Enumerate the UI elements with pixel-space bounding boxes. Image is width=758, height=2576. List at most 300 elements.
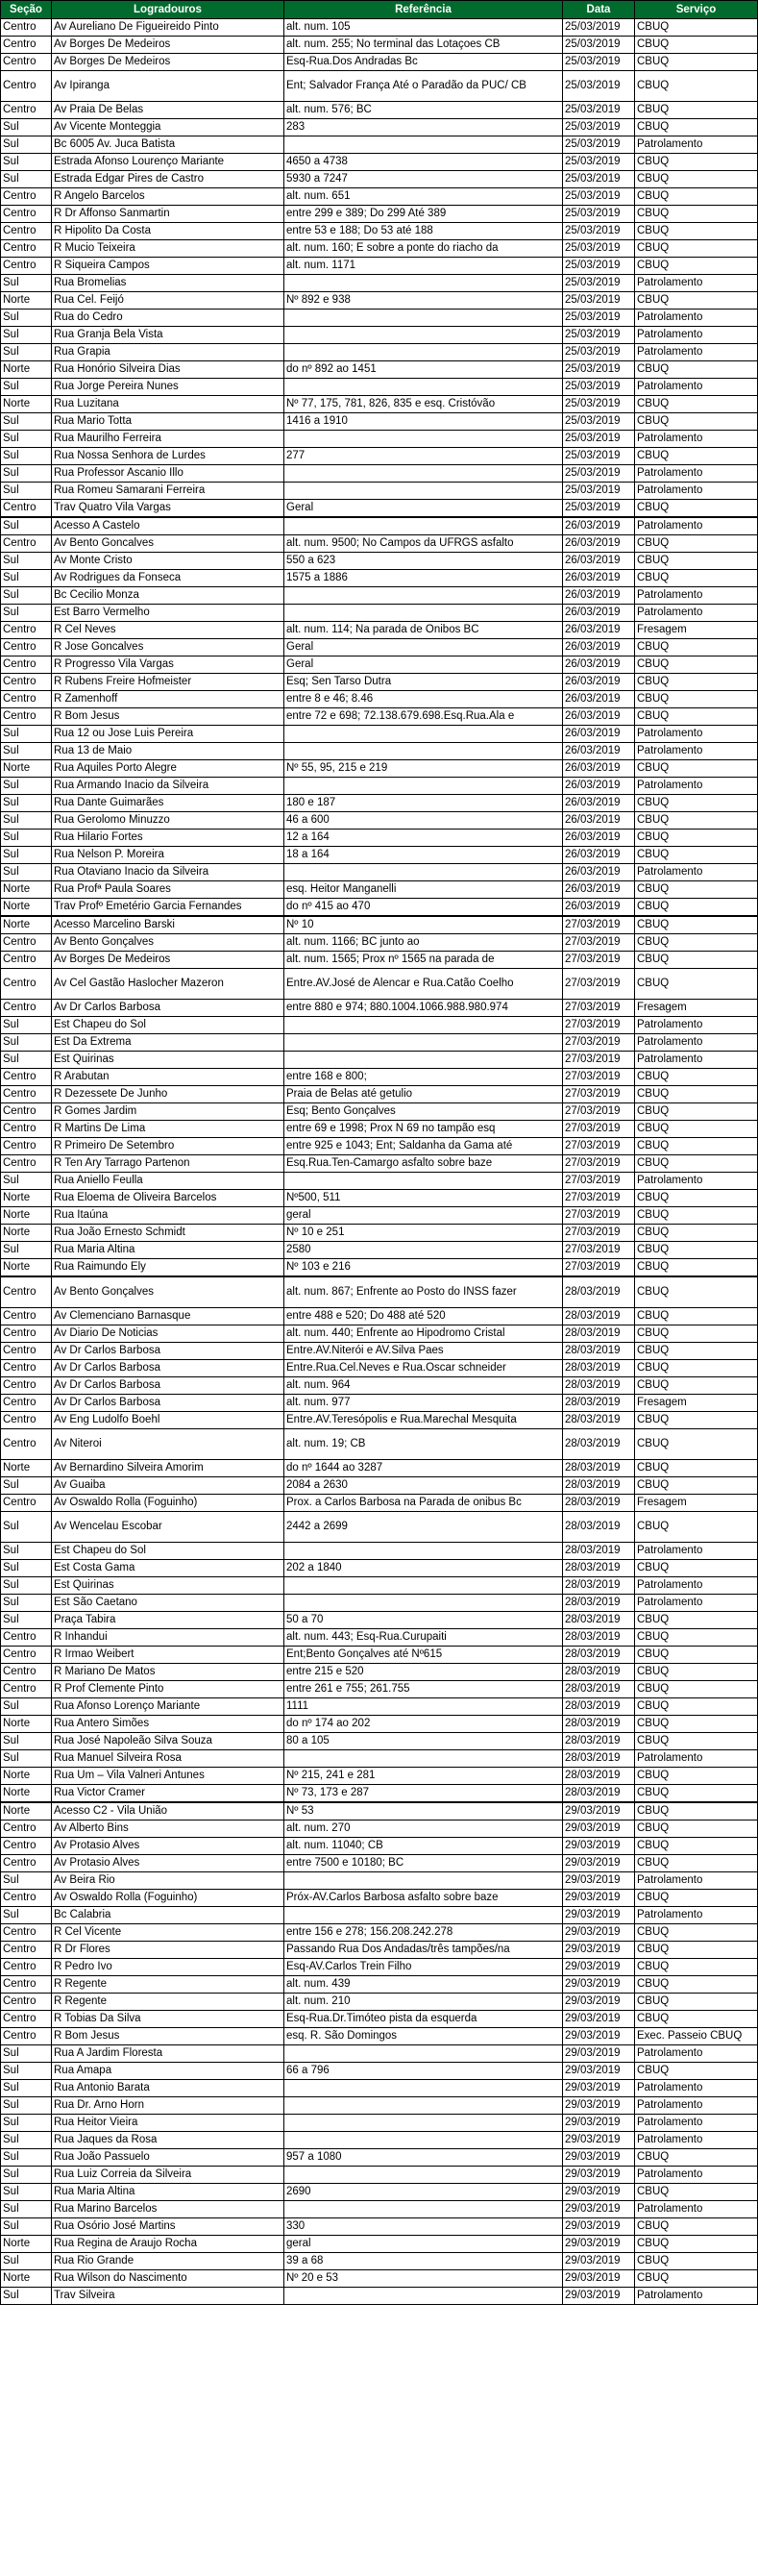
cell-servico: Patrolamento <box>635 605 758 622</box>
cell-servico: CBUQ <box>635 2253 758 2270</box>
cell-servico: Patrolamento <box>635 517 758 535</box>
cell-servico: Patrolamento <box>635 1750 758 1768</box>
table-row <box>1 1395 758 1412</box>
cell-referencia: Geral <box>284 656 563 674</box>
cell-data: 29/03/2019 <box>563 2097 635 2115</box>
table-row <box>1 969 758 1000</box>
cell-data: 29/03/2019 <box>563 1838 635 1855</box>
cell-secao: Norte <box>1 1768 52 1785</box>
cell-referencia: entre 8 e 46; 8.46 <box>284 691 563 708</box>
table-row <box>1 275 758 292</box>
cell-servico: Patrolamento <box>635 2167 758 2184</box>
cell-logradouro: Rua Antonio Barata <box>52 2080 284 2097</box>
cell-referencia: 46 a 600 <box>284 812 563 830</box>
table-row <box>1 1276 758 1308</box>
cell-secao: Centro <box>1 952 52 969</box>
cell-referencia <box>284 587 563 605</box>
cell-referencia: Nº 55, 95, 215 e 219 <box>284 760 563 778</box>
table-row <box>1 171 758 188</box>
cell-logradouro: Rua Maria Altina <box>52 1242 284 1259</box>
cell-logradouro: R Bom Jesus <box>52 2028 284 2045</box>
table-row <box>1 778 758 795</box>
cell-servico: CBUQ <box>635 1103 758 1121</box>
cell-servico: CBUQ <box>635 154 758 171</box>
cell-referencia: entre 261 e 755; 261.755 <box>284 1681 563 1698</box>
table-row <box>1 2167 758 2184</box>
cell-logradouro: Av Diario De Noticias <box>52 1325 284 1343</box>
cell-servico: CBUQ <box>635 102 758 119</box>
cell-logradouro: Est Da Extrema <box>52 1034 284 1052</box>
cell-secao: Sul <box>1 1560 52 1577</box>
cell-data: 29/03/2019 <box>563 2253 635 2270</box>
cell-data: 25/03/2019 <box>563 292 635 310</box>
cell-servico: CBUQ <box>635 1890 758 1907</box>
table-row <box>1 674 758 691</box>
cell-referencia <box>284 1577 563 1595</box>
cell-secao: Centro <box>1 1855 52 1872</box>
cell-data: 25/03/2019 <box>563 275 635 292</box>
cell-logradouro: Rua Manuel Silveira Rosa <box>52 1750 284 1768</box>
table-row <box>1 760 758 778</box>
cell-servico: CBUQ <box>635 1976 758 1994</box>
cell-servico: CBUQ <box>635 1733 758 1750</box>
table-row <box>1 1716 758 1733</box>
cell-data: 27/03/2019 <box>563 1069 635 1086</box>
cell-secao: Norte <box>1 881 52 899</box>
cell-data: 28/03/2019 <box>563 1577 635 1595</box>
table-row <box>1 1034 758 1052</box>
cell-servico: Fresagem <box>635 1495 758 1512</box>
cell-logradouro: R Irmao Weibert <box>52 1647 284 1664</box>
cell-servico: CBUQ <box>635 19 758 37</box>
cell-referencia: Praia de Belas até getulio <box>284 1086 563 1103</box>
cell-servico: Patrolamento <box>635 1052 758 1069</box>
cell-logradouro: Rua Otaviano Inacio da Silveira <box>52 864 284 881</box>
cell-data: 28/03/2019 <box>563 1495 635 1512</box>
cell-data: 29/03/2019 <box>563 2270 635 2288</box>
cell-referencia: alt. num. 19; CB <box>284 1429 563 1460</box>
cell-referencia: do nº 174 ao 202 <box>284 1716 563 1733</box>
cell-secao: Sul <box>1 344 52 361</box>
table-row <box>1 847 758 864</box>
cell-secao: Centro <box>1 1121 52 1138</box>
cell-data: 26/03/2019 <box>563 656 635 674</box>
cell-servico: Patrolamento <box>635 743 758 760</box>
table-row <box>1 656 758 674</box>
cell-servico: CBUQ <box>635 1785 758 1803</box>
cell-servico: CBUQ <box>635 1477 758 1495</box>
cell-data: 28/03/2019 <box>563 1477 635 1495</box>
cell-servico: CBUQ <box>635 1325 758 1343</box>
cell-servico: CBUQ <box>635 1612 758 1629</box>
cell-logradouro: Rua Heitor Vieira <box>52 2115 284 2132</box>
cell-servico: Patrolamento <box>635 2080 758 2097</box>
cell-servico: CBUQ <box>635 1360 758 1377</box>
cell-referencia: alt. num. 11040; CB <box>284 1838 563 1855</box>
cell-referencia: alt. num. 105 <box>284 19 563 37</box>
cell-secao: Sul <box>1 726 52 743</box>
cell-logradouro: Rua Dr. Arno Horn <box>52 2097 284 2115</box>
cell-data: 28/03/2019 <box>563 1325 635 1343</box>
cell-referencia: 80 a 105 <box>284 1733 563 1750</box>
cell-logradouro: R Cel Vicente <box>52 1924 284 1942</box>
cell-secao: Centro <box>1 500 52 518</box>
cell-secao: Norte <box>1 1785 52 1803</box>
table-row <box>1 1325 758 1343</box>
cell-secao: Sul <box>1 2184 52 2201</box>
cell-referencia <box>284 1052 563 1069</box>
cell-referencia: entre 156 e 278; 156.208.242.278 <box>284 1924 563 1942</box>
cell-servico: Patrolamento <box>635 310 758 327</box>
cell-servico: CBUQ <box>635 535 758 553</box>
cell-referencia: alt. num. 977 <box>284 1395 563 1412</box>
cell-referencia: entre 925 e 1043; Ent; Saldanha da Gama até <box>284 1138 563 1155</box>
cell-referencia: Geral <box>284 500 563 518</box>
table-row <box>1 1121 758 1138</box>
table-row <box>1 54 758 71</box>
cell-logradouro: Trav Profº Emetério Garcia Fernandes <box>52 899 284 917</box>
cell-data: 29/03/2019 <box>563 2115 635 2132</box>
cell-data: 29/03/2019 <box>563 2184 635 2201</box>
cell-data: 26/03/2019 <box>563 899 635 917</box>
cell-data: 25/03/2019 <box>563 206 635 223</box>
cell-logradouro: Av Bento Goncalves <box>52 535 284 553</box>
cell-secao: Norte <box>1 2270 52 2288</box>
cell-servico: CBUQ <box>635 2218 758 2236</box>
cell-referencia: alt. num. 1171 <box>284 258 563 275</box>
cell-servico: Fresagem <box>635 622 758 639</box>
cell-referencia: alt. num. 1166; BC junto ao <box>284 934 563 952</box>
cell-logradouro: Rua Osório José Martins <box>52 2218 284 2236</box>
cell-secao: Sul <box>1 864 52 881</box>
cell-servico: Patrolamento <box>635 2115 758 2132</box>
cell-secao: Sul <box>1 2080 52 2097</box>
cell-servico: Patrolamento <box>635 431 758 448</box>
cell-data: 25/03/2019 <box>563 136 635 154</box>
cell-data: 26/03/2019 <box>563 622 635 639</box>
cell-servico: CBUQ <box>635 795 758 812</box>
cell-referencia <box>284 1017 563 1034</box>
cell-logradouro: Est Quirinas <box>52 1052 284 1069</box>
cell-servico: CBUQ <box>635 1647 758 1664</box>
table-row <box>1 2115 758 2132</box>
cell-servico: CBUQ <box>635 37 758 54</box>
cell-secao: Sul <box>1 1543 52 1560</box>
cell-servico: CBUQ <box>635 2184 758 2201</box>
cell-logradouro: Estrada Afonso Lourenço Mariante <box>52 154 284 171</box>
cell-logradouro: R Gomes Jardim <box>52 1103 284 1121</box>
cell-data: 28/03/2019 <box>563 1664 635 1681</box>
cell-data: 27/03/2019 <box>563 1138 635 1155</box>
cell-logradouro: R Mariano De Matos <box>52 1664 284 1681</box>
cell-secao: Sul <box>1 1612 52 1629</box>
cell-logradouro: Av Aureliano De Figueireido Pinto <box>52 19 284 37</box>
cell-data: 29/03/2019 <box>563 2218 635 2236</box>
table-row <box>1 1959 758 1976</box>
cell-referencia <box>284 483 563 500</box>
cell-servico: CBUQ <box>635 674 758 691</box>
cell-data: 29/03/2019 <box>563 2132 635 2149</box>
cell-servico: CBUQ <box>635 1768 758 1785</box>
cell-data: 27/03/2019 <box>563 1000 635 1017</box>
table-row <box>1 605 758 622</box>
cell-data: 28/03/2019 <box>563 1750 635 1768</box>
cell-logradouro: Rua Maria Altina <box>52 2184 284 2201</box>
cell-servico: CBUQ <box>635 1698 758 1716</box>
cell-data: 25/03/2019 <box>563 344 635 361</box>
cell-logradouro: R Regente <box>52 1976 284 1994</box>
cell-servico: CBUQ <box>635 916 758 934</box>
cell-servico: CBUQ <box>635 1681 758 1698</box>
cell-servico: CBUQ <box>635 2063 758 2080</box>
table-row <box>1 292 758 310</box>
cell-secao: Sul <box>1 2253 52 2270</box>
cell-logradouro: Rua Aniello Feulla <box>52 1173 284 1190</box>
cell-servico: CBUQ <box>635 1343 758 1360</box>
cell-data: 29/03/2019 <box>563 1942 635 1959</box>
cell-referencia: alt. num. 255; No terminal das Lotaçoes CB <box>284 37 563 54</box>
cell-servico: CBUQ <box>635 952 758 969</box>
header-secao: Seção <box>1 1 52 19</box>
table-row <box>1 1681 758 1698</box>
cell-secao: Sul <box>1 413 52 431</box>
cell-secao: Centro <box>1 1838 52 1855</box>
cell-logradouro: Av Bento Gonçalves <box>52 934 284 952</box>
cell-logradouro: R Arabutan <box>52 1069 284 1086</box>
cell-data: 27/03/2019 <box>563 1121 635 1138</box>
table-row <box>1 1890 758 1907</box>
cell-referencia <box>284 605 563 622</box>
cell-referencia: alt. num. 440; Enfrente ao Hipodromo Cristal <box>284 1325 563 1343</box>
cell-logradouro: Av Rodrigues da Fonseca <box>52 570 284 587</box>
cell-referencia: do nº 1644 ao 3287 <box>284 1460 563 1477</box>
cell-secao: Sul <box>1 431 52 448</box>
cell-secao: Centro <box>1 37 52 54</box>
cell-referencia: alt. num. 867; Enfrente ao Posto do INSS fazer <box>284 1276 563 1308</box>
cell-referencia: alt. num. 576; BC <box>284 102 563 119</box>
table-row <box>1 1821 758 1838</box>
cell-logradouro: Rua Amapa <box>52 2063 284 2080</box>
cell-servico: Patrolamento <box>635 1595 758 1612</box>
cell-secao: Centro <box>1 1276 52 1308</box>
cell-referencia: 550 a 623 <box>284 553 563 570</box>
cell-secao: Sul <box>1 743 52 760</box>
cell-logradouro: Av Dr Carlos Barbosa <box>52 1377 284 1395</box>
cell-logradouro: Av Wencelau Escobar <box>52 1512 284 1543</box>
table-row <box>1 1750 758 1768</box>
cell-secao: Centro <box>1 206 52 223</box>
cell-servico: CBUQ <box>635 1138 758 1155</box>
cell-secao: Centro <box>1 240 52 258</box>
cell-servico: CBUQ <box>635 812 758 830</box>
cell-secao: Norte <box>1 2236 52 2253</box>
table-row <box>1 899 758 917</box>
table-row <box>1 952 758 969</box>
cell-logradouro: Rua Professor Ascanio Illo <box>52 465 284 483</box>
cell-referencia: 277 <box>284 448 563 465</box>
cell-secao: Centro <box>1 639 52 656</box>
cell-secao: Centro <box>1 1138 52 1155</box>
cell-logradouro: Av Dr Carlos Barbosa <box>52 1000 284 1017</box>
cell-logradouro: Av Borges De Medeiros <box>52 54 284 71</box>
cell-data: 29/03/2019 <box>563 2063 635 2080</box>
cell-data: 28/03/2019 <box>563 1429 635 1460</box>
cell-servico: CBUQ <box>635 969 758 1000</box>
table-row <box>1 726 758 743</box>
cell-referencia: Esq.Rua.Ten-Camargo asfalto sobre baze <box>284 1155 563 1173</box>
cell-data: 25/03/2019 <box>563 19 635 37</box>
cell-logradouro: Rua Victor Cramer <box>52 1785 284 1803</box>
cell-data: 26/03/2019 <box>563 778 635 795</box>
cell-logradouro: Rua José Napoleão Silva Souza <box>52 1733 284 1750</box>
cell-logradouro: R Pedro Ivo <box>52 1959 284 1976</box>
cell-logradouro: Rua Bromelias <box>52 275 284 292</box>
cell-servico: CBUQ <box>635 1242 758 1259</box>
table-row <box>1 2132 758 2149</box>
table-row <box>1 795 758 812</box>
table-row <box>1 136 758 154</box>
cell-logradouro: Rua Armando Inacio da Silveira <box>52 778 284 795</box>
table-row <box>1 916 758 934</box>
cell-data: 28/03/2019 <box>563 1343 635 1360</box>
table-row <box>1 1360 758 1377</box>
cell-referencia: alt. num. 964 <box>284 1377 563 1395</box>
cell-referencia: Ent;Bento Gonçalves até Nº615 <box>284 1647 563 1664</box>
cell-servico: Patrolamento <box>635 587 758 605</box>
cell-referencia: esq. Heitor Manganelli <box>284 881 563 899</box>
cell-logradouro: R Regente <box>52 1994 284 2011</box>
cell-logradouro: Rua Cel. Feijó <box>52 292 284 310</box>
cell-logradouro: R Rubens Freire Hofmeister <box>52 674 284 691</box>
cell-logradouro: Trav Quatro Vila Vargas <box>52 500 284 518</box>
cell-referencia <box>284 1750 563 1768</box>
cell-referencia: do nº 892 ao 1451 <box>284 361 563 379</box>
cell-data: 27/03/2019 <box>563 1086 635 1103</box>
cell-logradouro: R Jose Goncalves <box>52 639 284 656</box>
table-row <box>1 2028 758 2045</box>
table-row <box>1 743 758 760</box>
table-row <box>1 812 758 830</box>
table-row <box>1 258 758 275</box>
cell-data: 27/03/2019 <box>563 1259 635 1277</box>
cell-referencia: entre 299 e 389; Do 299 Até 389 <box>284 206 563 223</box>
cell-logradouro: Av Vicente Monteggia <box>52 119 284 136</box>
cell-referencia: alt. num. 1565; Prox nº 1565 na parada de <box>284 952 563 969</box>
table-row <box>1 379 758 396</box>
cell-servico: Fresagem <box>635 1395 758 1412</box>
cell-referencia: entre 7500 e 10180; BC <box>284 1855 563 1872</box>
cell-logradouro: Rua Gerolomo Minuzzo <box>52 812 284 830</box>
cell-servico: CBUQ <box>635 1855 758 1872</box>
table-row <box>1 1577 758 1595</box>
cell-servico: Patrolamento <box>635 864 758 881</box>
table-row <box>1 1595 758 1612</box>
cell-logradouro: Rua Nossa Senhora de Lurdes <box>52 448 284 465</box>
table-row <box>1 1855 758 1872</box>
cell-secao: Centro <box>1 1325 52 1343</box>
table-row <box>1 1612 758 1629</box>
table-row <box>1 483 758 500</box>
cell-data: 28/03/2019 <box>563 1360 635 1377</box>
cell-logradouro: Av Alberto Bins <box>52 1821 284 1838</box>
cell-referencia <box>284 275 563 292</box>
table-row <box>1 1259 758 1277</box>
table-row <box>1 1225 758 1242</box>
cell-secao: Sul <box>1 154 52 171</box>
cell-logradouro: R Dr Affonso Sanmartin <box>52 206 284 223</box>
cell-data: 28/03/2019 <box>563 1543 635 1560</box>
cell-servico: Patrolamento <box>635 483 758 500</box>
cell-logradouro: Rua do Cedro <box>52 310 284 327</box>
cell-data: 28/03/2019 <box>563 1716 635 1733</box>
cell-logradouro: Av Protasio Alves <box>52 1855 284 1872</box>
table-row <box>1 1173 758 1190</box>
table-row <box>1 448 758 465</box>
cell-secao: Sul <box>1 570 52 587</box>
table-row <box>1 1190 758 1207</box>
cell-secao: Norte <box>1 1207 52 1225</box>
cell-logradouro: Bc 6005 Av. Juca Batista <box>52 136 284 154</box>
cell-data: 25/03/2019 <box>563 154 635 171</box>
cell-secao: Centro <box>1 1412 52 1429</box>
cell-data: 26/03/2019 <box>563 830 635 847</box>
cell-data: 26/03/2019 <box>563 795 635 812</box>
table-row <box>1 570 758 587</box>
cell-logradouro: Est São Caetano <box>52 1595 284 1612</box>
cell-referencia: 330 <box>284 2218 563 2236</box>
table-row <box>1 2201 758 2218</box>
cell-servico: CBUQ <box>635 1924 758 1942</box>
cell-logradouro: R Zamenhoff <box>52 691 284 708</box>
cell-logradouro: R Inhandui <box>52 1629 284 1647</box>
cell-logradouro: Acesso C2 - Vila União <box>52 1802 284 1821</box>
cell-servico: CBUQ <box>635 1412 758 1429</box>
cell-referencia: Esq-AV.Carlos Trein Filho <box>284 1959 563 1976</box>
cell-servico: CBUQ <box>635 1155 758 1173</box>
cell-data: 29/03/2019 <box>563 2045 635 2063</box>
cell-servico: CBUQ <box>635 2149 758 2167</box>
cell-logradouro: Av Beira Rio <box>52 1872 284 1890</box>
cell-secao: Centro <box>1 188 52 206</box>
cell-data: 29/03/2019 <box>563 1802 635 1821</box>
cell-secao: Centro <box>1 1890 52 1907</box>
cell-logradouro: Rua Romeu Samarani Ferreira <box>52 483 284 500</box>
cell-servico: CBUQ <box>635 171 758 188</box>
cell-secao: Sul <box>1 2115 52 2132</box>
table-row <box>1 1155 758 1173</box>
cell-referencia <box>284 1595 563 1612</box>
cell-data: 25/03/2019 <box>563 431 635 448</box>
cell-data: 27/03/2019 <box>563 1017 635 1034</box>
cell-servico: CBUQ <box>635 639 758 656</box>
cell-referencia: geral <box>284 1207 563 1225</box>
cell-secao: Centro <box>1 708 52 726</box>
cell-data: 25/03/2019 <box>563 361 635 379</box>
cell-servico: CBUQ <box>635 396 758 413</box>
cell-servico: Patrolamento <box>635 2288 758 2305</box>
cell-secao: Sul <box>1 2132 52 2149</box>
cell-referencia: entre 880 e 974; 880.1004.1066.988.980.974 <box>284 1000 563 1017</box>
cell-servico: CBUQ <box>635 1207 758 1225</box>
cell-referencia: entre 168 e 800; <box>284 1069 563 1086</box>
table-row <box>1 1942 758 1959</box>
cell-secao: Sul <box>1 2097 52 2115</box>
table-row <box>1 396 758 413</box>
cell-secao: Centro <box>1 1308 52 1325</box>
cell-data: 26/03/2019 <box>563 760 635 778</box>
cell-secao: Norte <box>1 916 52 934</box>
cell-secao: Sul <box>1 1872 52 1890</box>
